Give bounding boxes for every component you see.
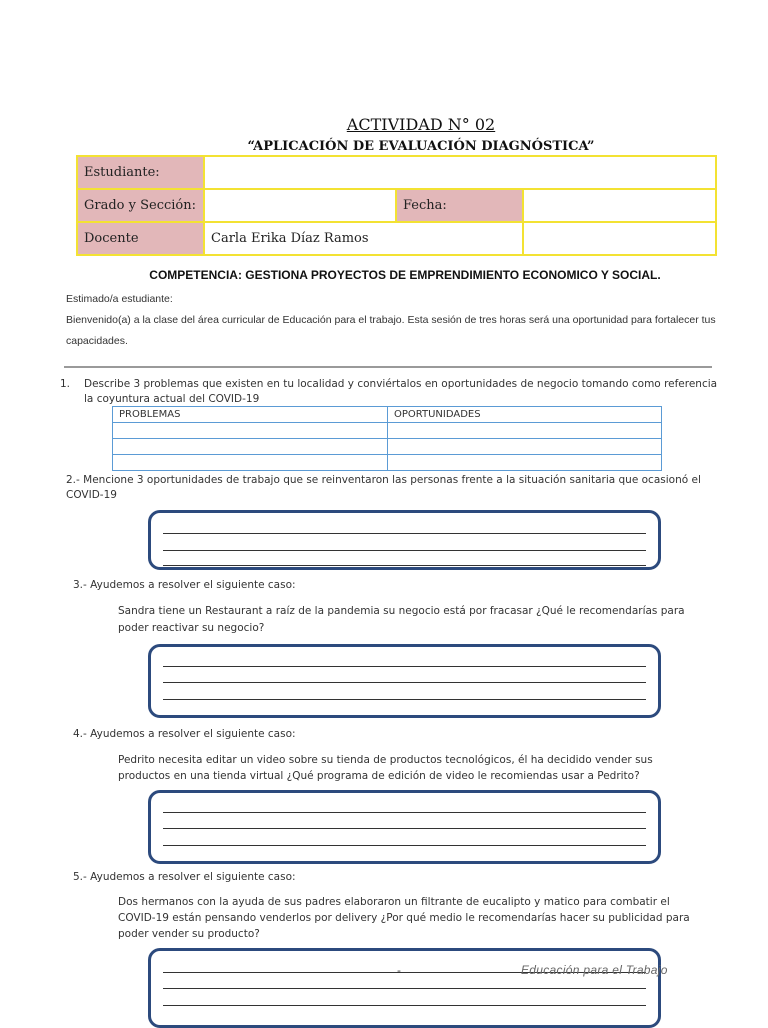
grade-section-field[interactable] bbox=[204, 189, 396, 222]
student-info-table bbox=[76, 155, 717, 256]
section-divider bbox=[64, 366, 712, 368]
date-field[interactable] bbox=[523, 189, 716, 222]
opportunity-cell[interactable] bbox=[388, 455, 662, 471]
competency-heading: COMPETENCIA: GESTIONA PROYECTOS DE EMPRENDIMIENTO ECONOMICO Y SOCIAL. bbox=[149, 268, 661, 282]
teacher-extra-field[interactable] bbox=[523, 222, 716, 255]
answer-box-4[interactable] bbox=[148, 790, 661, 864]
greeting-text: Estimado/a estudiante: bbox=[66, 293, 173, 305]
question-5-case: Dos hermanos con la ayuda de sus padres elaboraron un filtrante de eucalipto y matico para combatir el COVID-19 están pensando venderlos por delivery ¿Por qué medio le recomendarías hacer su publicidad para poder vender su producto? bbox=[118, 896, 690, 940]
activity-title: ACTIVIDAD N° 02 bbox=[346, 115, 496, 134]
problem-cell[interactable] bbox=[113, 423, 388, 439]
question-1-number: 1. bbox=[60, 378, 71, 390]
question-4-heading: 4.- Ayudemos a resolver el siguiente caso: bbox=[73, 728, 296, 740]
answer-line bbox=[163, 828, 646, 829]
answer-line bbox=[163, 812, 646, 813]
problems-opportunities-table bbox=[112, 406, 662, 471]
answer-line bbox=[163, 1005, 646, 1006]
answer-line bbox=[163, 666, 646, 667]
question-3-heading: 3.- Ayudemos a resolver el siguiente caso: bbox=[73, 579, 296, 591]
teacher-name: Carla Erika Díaz Ramos bbox=[204, 222, 523, 255]
student-row bbox=[77, 156, 716, 189]
date-label: Fecha: bbox=[396, 189, 523, 222]
header-opportunities: OPORTUNIDADES bbox=[388, 407, 662, 423]
answer-line bbox=[163, 565, 646, 566]
answer-box-3[interactable] bbox=[148, 644, 661, 718]
table-row bbox=[113, 439, 662, 455]
intro-line-2: capacidades. bbox=[66, 335, 128, 347]
problem-cell[interactable] bbox=[113, 455, 388, 471]
header-problems: PROBLEMAS bbox=[113, 407, 388, 423]
grade-row bbox=[77, 189, 716, 222]
answer-line bbox=[163, 845, 646, 846]
student-field[interactable] bbox=[204, 156, 716, 189]
table-row bbox=[113, 455, 662, 471]
question-4-case: Pedrito necesita editar un video sobre su tienda de productos tecnológicos, él ha decidido vender sus productos en una tienda virtual ¿Qué programa de edición de video le recomiendas usar a Pedrito? bbox=[118, 754, 653, 782]
answer-line bbox=[163, 988, 646, 989]
question-2-text: 2.- Mencione 3 oportunidades de trabajo que se reinventaron las personas frente a la situación sanitaria que ocasionó el COVID-19 bbox=[66, 474, 701, 501]
student-label: Estudiante: bbox=[77, 156, 204, 189]
answer-box-2[interactable] bbox=[148, 510, 661, 570]
footer-subject: Educación para el Trabajo bbox=[521, 963, 668, 977]
question-1-text: Describe 3 problemas que existen en tu localidad y conviértalos en oportunidades de negocio tomando como referencia la coyuntura actual del COVID-19 bbox=[84, 378, 718, 405]
question-3-case: Sandra tiene un Restaurant a raíz de la pandemia su negocio está por fracasar ¿Qué le recomendarías para poder reactivar su negocio? bbox=[118, 605, 685, 634]
opportunity-cell[interactable] bbox=[388, 439, 662, 455]
teacher-row bbox=[77, 222, 716, 255]
opportunity-cell[interactable] bbox=[388, 423, 662, 439]
table-row bbox=[113, 423, 662, 439]
question-5-heading: 5.- Ayudemos a resolver el siguiente caso: bbox=[73, 871, 296, 883]
activity-subtitle: “APLICACIÓN DE EVALUACIÓN DIAGNÓSTICA” bbox=[247, 139, 595, 154]
answer-line bbox=[163, 550, 646, 551]
answer-box-5[interactable] bbox=[148, 948, 661, 1028]
intro-line-1: Bienvenido(a) a la clase del área curricular de Educación para el trabajo. Esta sesión de tres horas será una oportunidad para fortalecer tus bbox=[66, 314, 716, 326]
answer-line bbox=[163, 699, 646, 700]
footer-dash: - bbox=[397, 964, 401, 977]
grade-section-label: Grado y Sección: bbox=[77, 189, 204, 222]
table-header-row bbox=[113, 407, 662, 423]
answer-line bbox=[163, 682, 646, 683]
teacher-label: Docente bbox=[77, 222, 204, 255]
problem-cell[interactable] bbox=[113, 439, 388, 455]
answer-line bbox=[163, 533, 646, 534]
